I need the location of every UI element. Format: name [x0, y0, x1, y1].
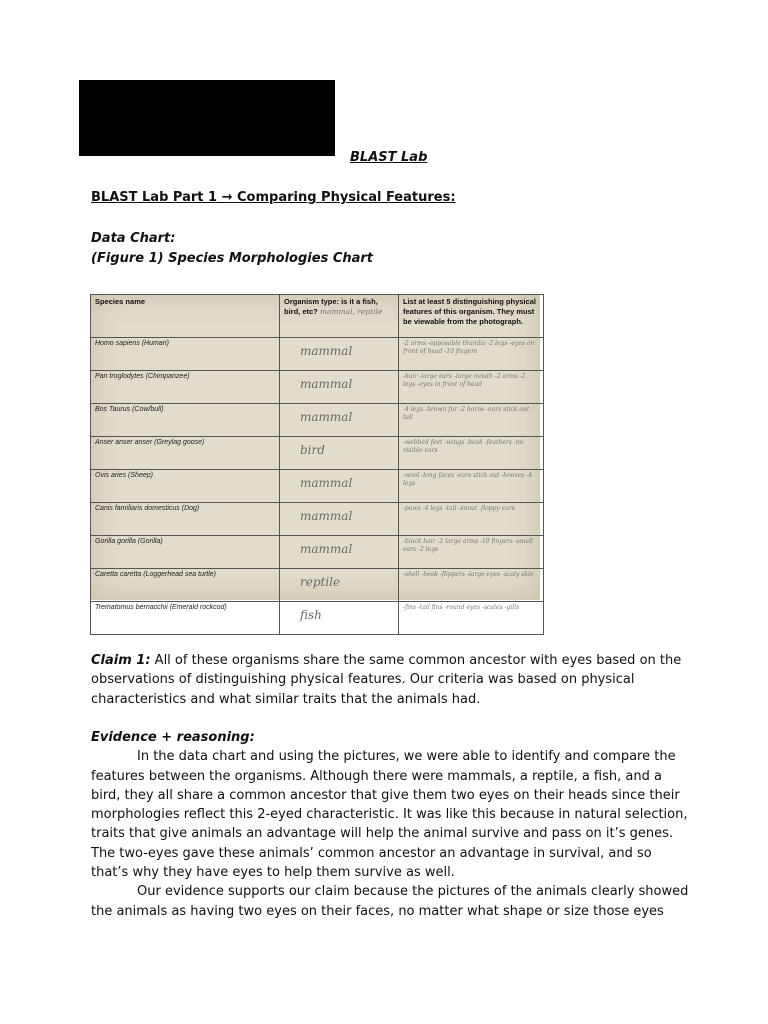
figure-caption: (Figure 1) Species Morphologies Chart — [91, 251, 374, 266]
header-species-name: Species name — [91, 295, 280, 338]
evidence-label: Evidence + reasoning: — [91, 730, 255, 745]
features-cell: -webbed feet -wings -beak -feathers -no visible ears — [399, 437, 544, 470]
organism-type-cell: reptile — [280, 569, 399, 602]
species-chart-photo — [90, 294, 540, 622]
species-morphologies-table — [90, 294, 544, 635]
table-row — [91, 569, 544, 602]
evidence-paragraph-1 — [91, 747, 691, 882]
table-header-row — [91, 295, 544, 338]
species-cell: Homo sapiens (Human) — [91, 338, 280, 371]
species-cell: Trematomus bernacchii (Emerald rockcod) — [91, 602, 280, 635]
features-cell: -shell -beak -flippers -large eyes -scaly skin — [399, 569, 544, 602]
features-cell: -black hair -2 large arms -10 fingers -small ears -2 legs — [399, 536, 544, 569]
features-cell: -4 legs -brown fur -2 horns -ears stick out -tail — [399, 404, 544, 437]
organism-type-cell: mammal — [280, 371, 399, 404]
features-cell: -fins -tail fins -round eyes -scales -gills — [399, 602, 544, 635]
species-cell: Gorilla gorilla (Gorilla) — [91, 536, 280, 569]
organism-type-cell: mammal — [280, 536, 399, 569]
table-row — [91, 470, 544, 503]
species-cell: Caretta caretta (Loggerhead sea turtle) — [91, 569, 280, 602]
table-row — [91, 371, 544, 404]
species-cell: Canis familiaris domesticus (Dog) — [91, 503, 280, 536]
table-row — [91, 503, 544, 536]
evidence-text-1: In the data chart and using the pictures, we were able to identify and compare the features between the organisms. Although there were mammals, a reptile, a fish, and a bird, they all share a common ancestor that give them two eyes on their heads since their morphologies reflect this 2-eyed characteristic. It was like this because in natural selection, traits that give animals an advantage will help the animal survive and pass on it’s genes. The two-eyes gave these animals’ common ancestor an advantage in survival, and so that’s why they have eyes to help them survive as well. — [91, 749, 688, 881]
data-chart-heading: Data Chart: — [91, 231, 176, 246]
features-cell: -hair -large ears -large mouth -2 arms -2 legs -eyes in front of head — [399, 371, 544, 404]
evidence-paragraph-2 — [91, 882, 691, 921]
claim-text: All of these organisms share the same common ancestor with eyes based on the observations of distinguishing physical features. Our criteria was based on physical characteristics and what similar traits that the animals had. — [91, 653, 682, 707]
organism-type-cell: mammal — [280, 404, 399, 437]
organism-type-cell: fish — [280, 602, 399, 635]
claim-paragraph — [91, 651, 691, 709]
redacted-block — [79, 80, 335, 156]
claim-label: Claim 1: — [91, 653, 151, 668]
organism-type-cell: bird — [280, 437, 399, 470]
table-row — [91, 437, 544, 470]
species-cell: Ovis aries (Sheep) — [91, 470, 280, 503]
species-cell: Bos Taurus (Cow/bull) — [91, 404, 280, 437]
chart-heading-block — [91, 229, 373, 269]
features-cell: -paws -4 legs -tail -snout -floppy ears — [399, 503, 544, 536]
species-cell: Anser anser anser (Greylag goose) — [91, 437, 280, 470]
table-row — [91, 536, 544, 569]
evidence-section — [91, 728, 691, 921]
document-title: BLAST Lab — [350, 150, 428, 165]
table-row — [91, 338, 544, 371]
table-row — [91, 602, 544, 635]
organism-type-cell: mammal — [280, 470, 399, 503]
evidence-text-2: Our evidence supports our claim because the pictures of the animals clearly showed the animals as having two eyes on their faces, no matter what shape or size those eyes — [91, 884, 689, 919]
species-cell: Pan troglodytes (Chimpanzee) — [91, 371, 280, 404]
table-row — [91, 404, 544, 437]
header-organism-type — [280, 295, 399, 338]
header-features: List at least 5 distinguishing physical features of this organism. They must be viewable from the photograph. — [399, 295, 544, 338]
header-handwritten-note: mammal, reptile — [319, 307, 383, 316]
organism-type-cell: mammal — [280, 338, 399, 371]
organism-type-cell: mammal — [280, 503, 399, 536]
part-title: BLAST Lab Part 1 → Comparing Physical Features: — [91, 190, 456, 205]
features-cell: -2 arms -opposable thumbs -2 legs -eyes on front of head -10 fingers — [399, 338, 544, 371]
header-organism-type-label: Organism type: is it a fish, bird, etc? — [284, 297, 378, 316]
features-cell: -wool -long faces -ears stick out -hooves -4 legs — [399, 470, 544, 503]
